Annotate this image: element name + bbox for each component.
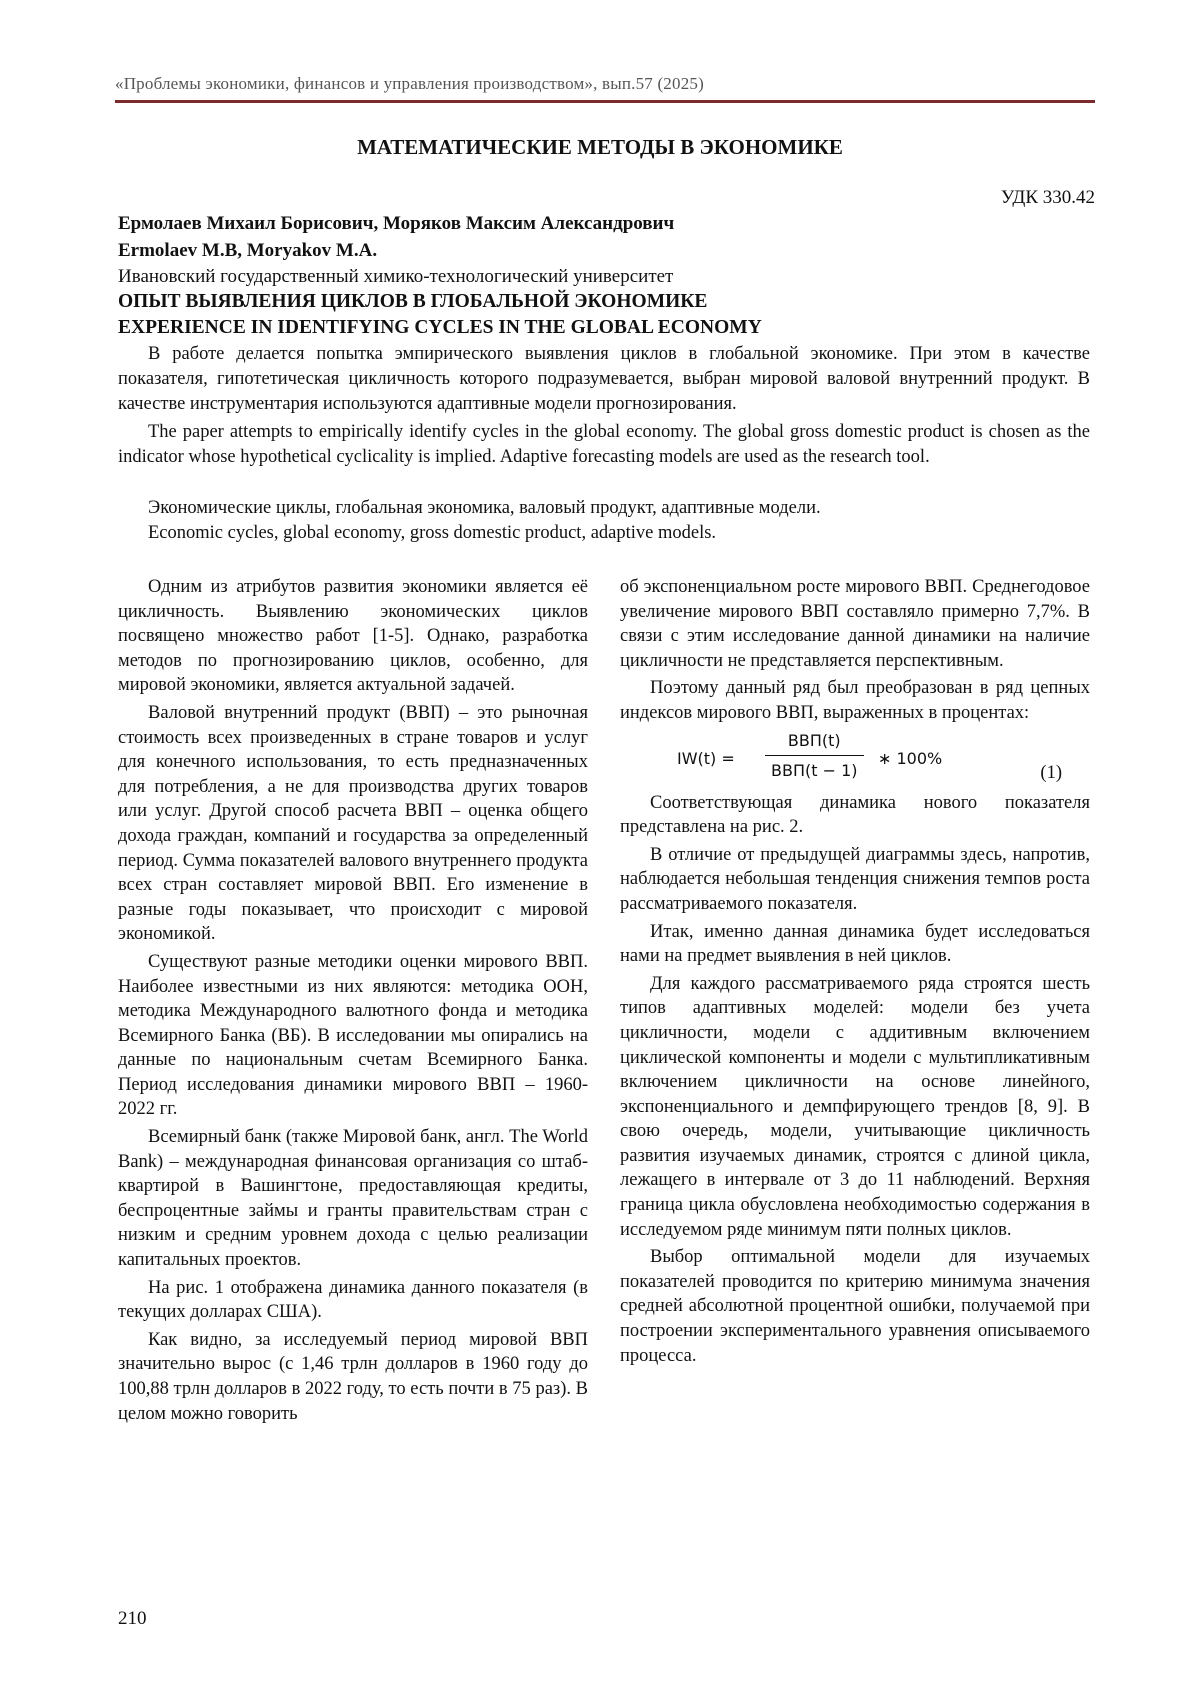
paragraph: об экспоненциальном росте мирового ВВП. Среднегодовое увеличение мирового ВВП составляло примерно 7,7%. В связи с этим исследование данной динамики на наличие цикличности не представляется перспективным. xyxy=(620,577,1090,671)
paragraph: Всемирный банк (также Мировой банк, англ. The World Bank) – международная финансовая организация со штаб-квартирой в Вашингтоне, предоставляющая кредиты, беспроцентные займы и гранты правительствам стран с низким и средним уровнем дохода с целью реализации капитальных проектов. xyxy=(118,1127,588,1271)
formula-number: (1) xyxy=(1040,762,1062,783)
paragraph: На рис. 1 отображена динамика данного показателя (в текущих долларах США). xyxy=(118,1277,588,1323)
abstract-en: The paper attempts to empirically identify cycles in the global economy. The global gross domestic product is chosen as the indicator whose hypothetical cyclicality is implied. Adaptive forecasting models are used as the research tool. xyxy=(118,422,1090,467)
paragraph: Соответствующая динамика нового показателя представлена на рис. 2. xyxy=(620,792,1090,838)
formula-denominator: ВВП(t − 1) xyxy=(771,761,858,781)
article-title-en: EXPERIENCE IN IDENTIFYING CYCLES IN THE GLOBAL ECONOMY xyxy=(118,317,762,338)
authors-en: Ermolaev M.B, Moryakov M.A. xyxy=(118,240,378,261)
formula-lhs: IW(t) = xyxy=(677,748,735,768)
paragraph: Одним из атрибутов развития экономики является её цикличность. Выявлению экономических циклов посвящено множество работ [1-5]. Однако, разработка методов по прогнозированию циклов, особенно, для мировой экономики, является актуальной задачей. xyxy=(118,577,588,696)
keywords-ru: Экономические циклы, глобальная экономика, валовый продукт, адаптивные модели. xyxy=(148,498,821,518)
formula-1 xyxy=(620,729,1090,787)
paragraph: В отличие от предыдущей диаграммы здесь, напротив, наблюдается небольшая тенденция снижения темпов роста рассматриваемого показателя. xyxy=(620,844,1090,914)
body-column-left xyxy=(118,575,588,1429)
formula-multiplier: ∗ 100% xyxy=(878,748,943,768)
keywords-en: Economic cycles, global economy, gross domestic product, adaptive models. xyxy=(148,523,717,543)
paragraph: Поэтому данный ряд был преобразован в ряд цепных индексов мирового ВВП, выраженных в процентах: xyxy=(620,678,1090,723)
article-title-ru: ОПЫТ ВЫЯВЛЕНИЯ ЦИКЛОВ В ГЛОБАЛЬНОЙ ЭКОНОМИКЕ xyxy=(118,291,708,312)
paragraph: Существуют разные методики оценки мирового ВВП. Наиболее известными из них являются: методика ООН, методика Международного валютного фонда и методика Всемирного Банка (ВБ). В исследовании мы опирались на данные по национальным счетам Всемирного Банка. Период исследования динамики мирового ВВП – 1960-2022 гг. xyxy=(118,951,588,1120)
paragraph: Выбор оптимальной модели для изучаемых показателей проводится по критерию минимума значения средней абсолютной процентной ошибки, получаемой при построении экспериментального уравнения описываемого процесса. xyxy=(620,1247,1090,1366)
paragraph: Как видно, за исследуемый период мировой ВВП значительно вырос (с 1,46 трлн долларов в 1960 году до 100,88 трлн долларов в 2022 году, то есть почти в 75 раз). В целом можно говорить xyxy=(118,1329,588,1424)
formula-fraction xyxy=(765,729,864,784)
paragraph: Валовой внутренний продукт (ВВП) – это рыночная стоимость всех произведенных в стране товаров и услуг для конечного использования, то есть предназначенных для потребления, а не для производства других товаров или услуг. Другой способ расчета ВВП – оценка общего дохода граждан, компаний и государства за определенный период. Сумма показателей валового внутреннего продукта всех стран составляет мировой ВВП. Его изменение в разные годы показывает, что происходит с мировой экономикой. xyxy=(118,702,588,945)
udk-code: УДК 330.42 xyxy=(1000,187,1095,208)
affiliation: Ивановский государственный химико-технологический университет xyxy=(118,266,674,287)
header-rule xyxy=(115,100,1095,103)
formula-numerator: ВВП(t) xyxy=(765,729,864,757)
authors-ru: Ермолаев Михаил Борисович, Моряков Максим Александрович xyxy=(118,213,675,234)
page-number: 210 xyxy=(118,1608,147,1629)
paragraph: Итак, именно данная динамика будет исследоваться нами на предмет выявления в ней циклов. xyxy=(620,921,1090,967)
body-column-right xyxy=(620,575,1090,1371)
section-title: МАТЕМАТИЧЕСКИЕ МЕТОДЫ В ЭКОНОМИКЕ xyxy=(357,135,843,159)
running-header: «Проблемы экономики, финансов и управления производством», вып.57 (2025) xyxy=(115,74,704,93)
abstract-ru: В работе делается попытка эмпирического выявления циклов в глобальной экономике. При этом в качестве показателя, гипотетическая цикличность которого подразумевается, выбран мировой валовой внутренний продукт. В качестве инструментария используются адаптивные модели прогнозирования. xyxy=(118,344,1090,414)
paragraph: Для каждого рассматриваемого ряда строятся шесть типов адаптивных моделей: модели без учета цикличности, модели с аддитивным включением циклической компоненты и модели с мультипликативным включением цикличности на основе линейного, экспоненциального и демпфирующего трендов [8, 9]. В свою очередь, модели, учитывающие цикличность развития изучаемых динамик, строятся с длиной цикла, лежащего в интервале от 3 до 11 наблюдений. Верхняя граница цикла обусловлена необходимостью содержания в исследуемом ряде минимум пяти полных циклов. xyxy=(620,973,1090,1240)
